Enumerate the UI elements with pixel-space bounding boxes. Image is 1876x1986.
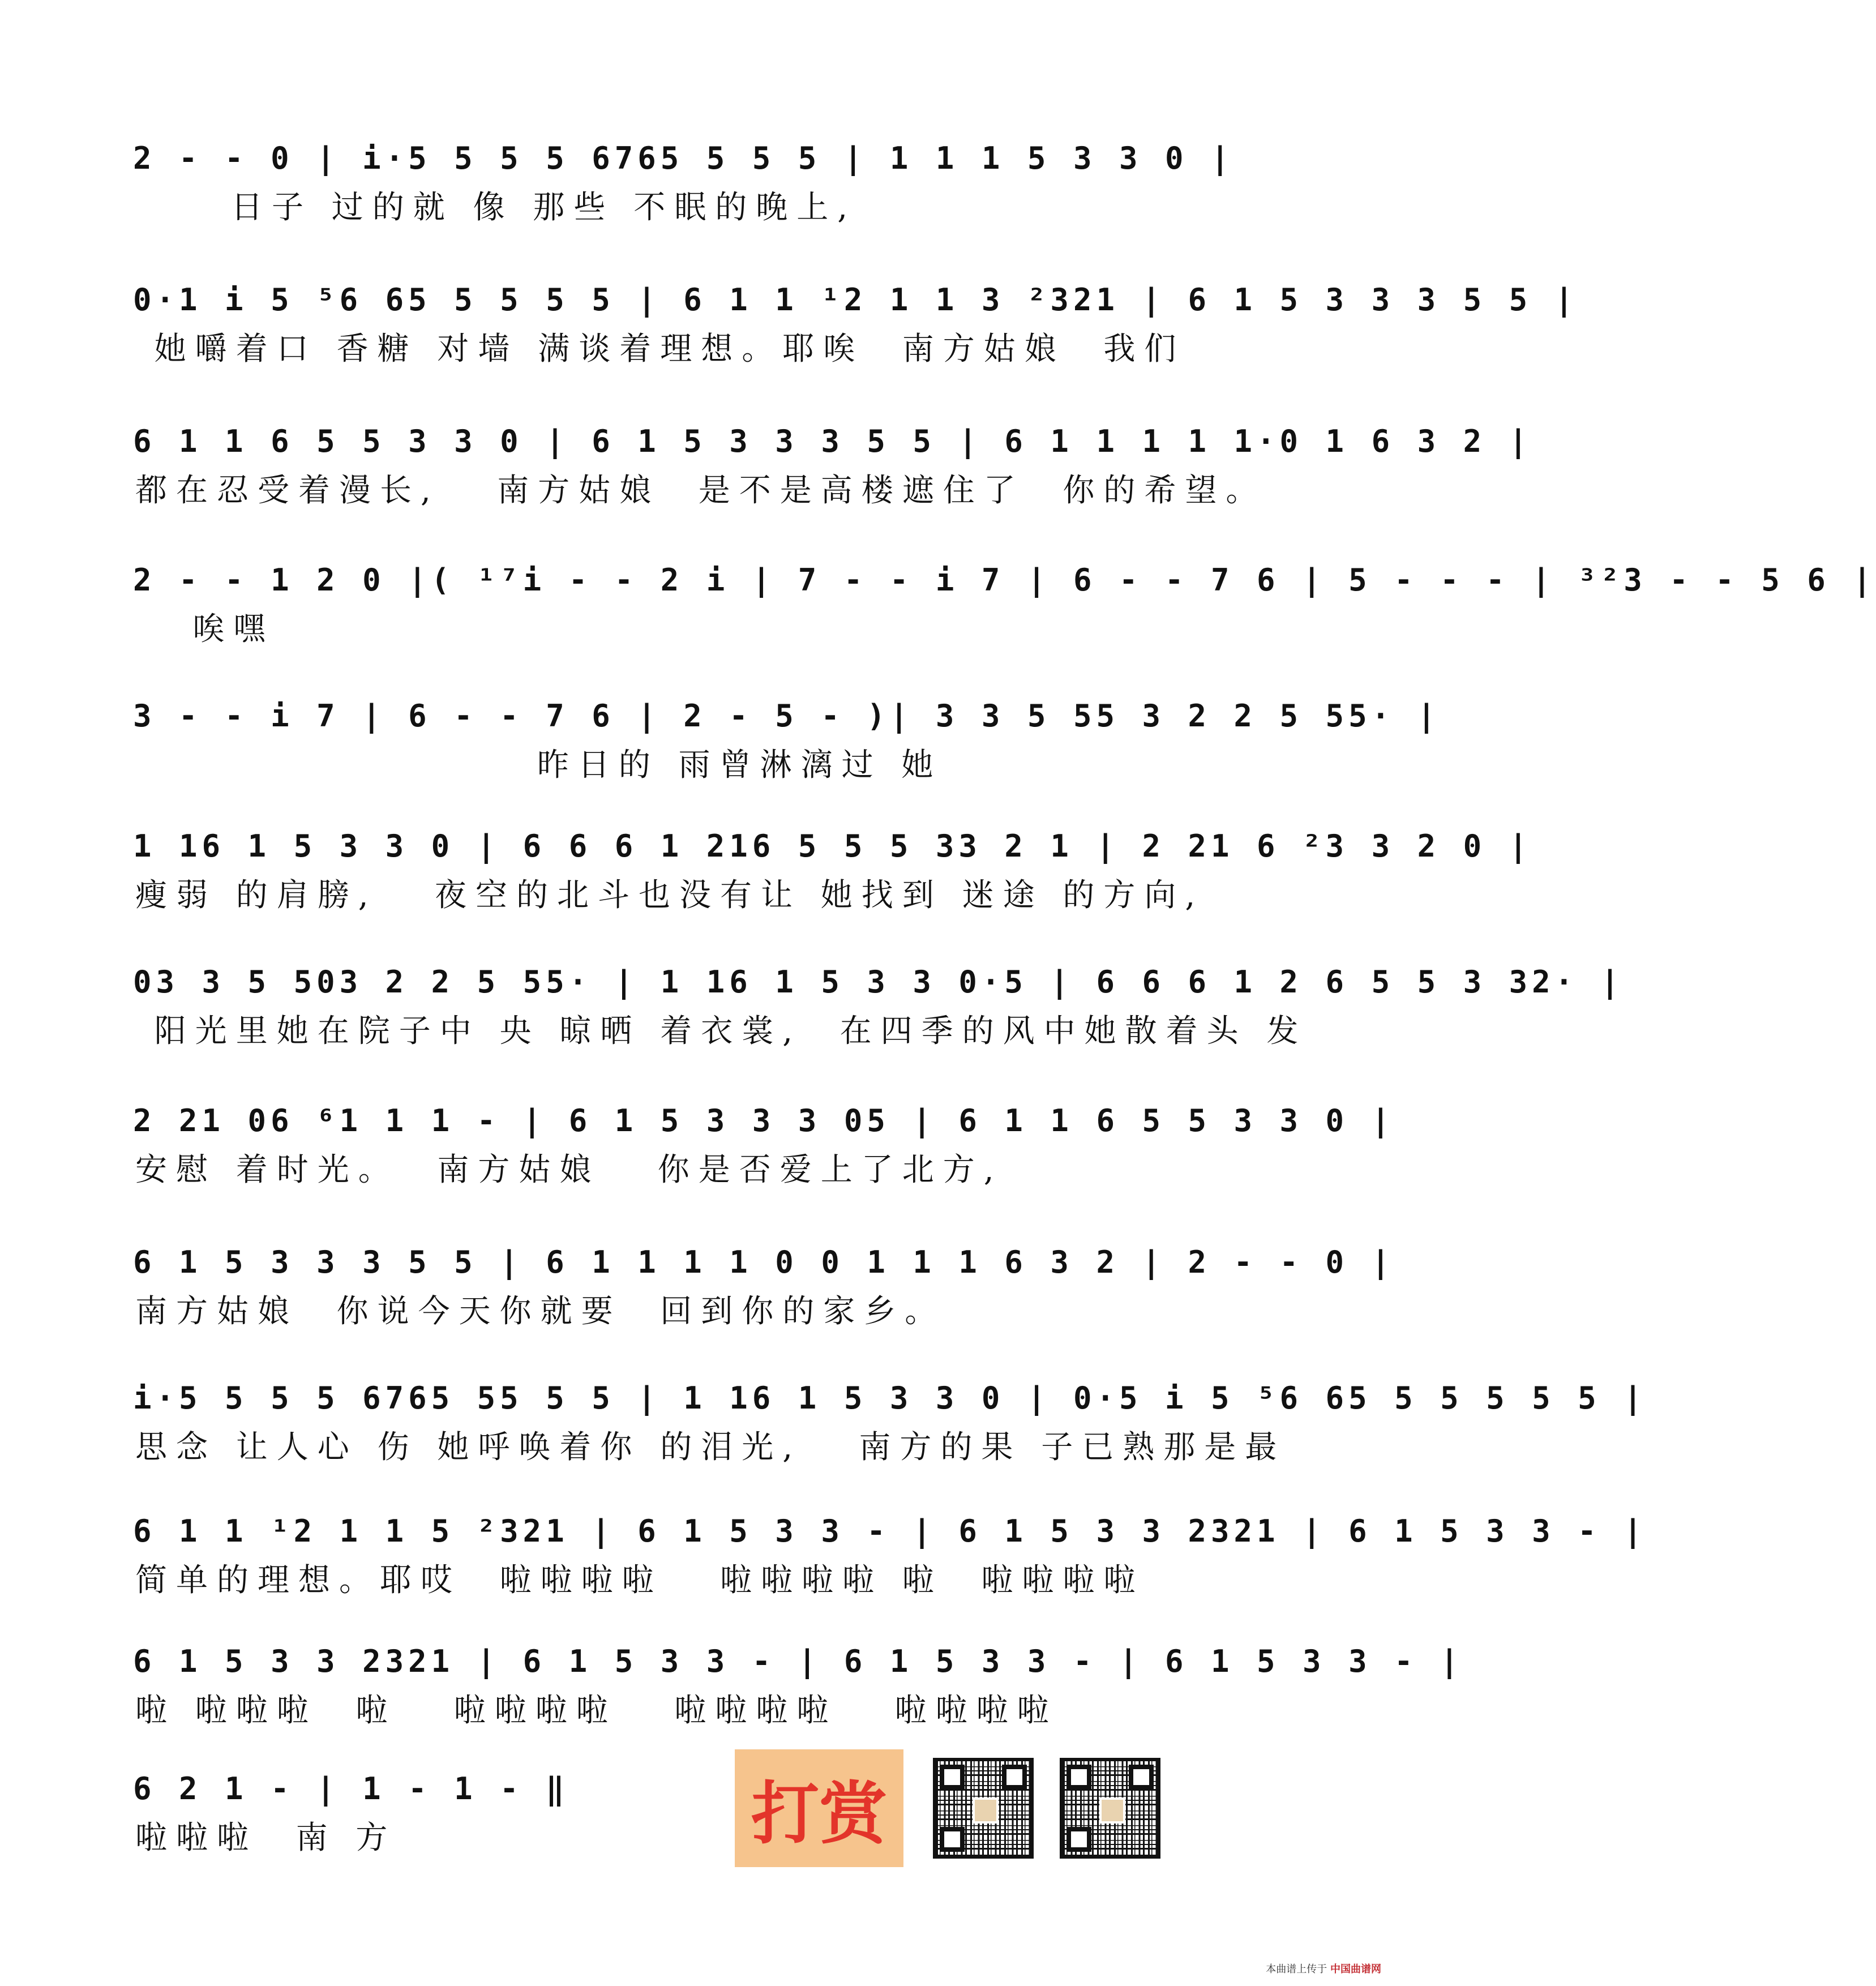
lyrics-line: 日子 过的就 像 那些 不眠的晚上, <box>135 189 857 226</box>
notation-line: 3 - - i 7 | 6 - - 7 6 | 2 - 5 - )| 3 3 5 55 3 2 2 5 55· | <box>133 698 1441 734</box>
notation-line: 6 2 1 - | 1 - 1 - ‖ <box>133 1771 569 1807</box>
notation-line: 6 1 1 6 5 5 3 3 0 | 6 1 5 3 3 3 5 5 | 6 1 1 1 1 1·0 1 6 3 2 | <box>133 423 1532 459</box>
alipay-qr-code <box>1060 1758 1160 1859</box>
footer-prefix: 本曲谱上传于 <box>1266 1963 1327 1975</box>
footer-credit <box>1266 1961 1381 1976</box>
lyrics-line: 啦啦啦 南 方 <box>135 1820 397 1856</box>
wechat-qr-code <box>933 1758 1034 1859</box>
notation-line: 1 16 1 5 3 3 0 | 6 6 6 1 216 5 5 5 33 2 1 | 2 21 6 ²3 3 2 0 | <box>133 828 1532 864</box>
reward-button[interactable] <box>735 1749 903 1867</box>
lyrics-line: 昨日的 雨曾淋漓过 她 <box>135 747 943 784</box>
notation-line: 2 21 06 ⁶1 1 1 - | 6 1 5 3 3 3 05 | 6 1 1 6 5 5 3 3 0 | <box>133 1103 1395 1138</box>
lyrics-line: 思念 让人心 伤 她呼唤着你 的泪光, 南方的果 子已熟那是最 <box>135 1429 1286 1466</box>
lyrics-line: 瘦弱 的肩膀, 夜空的北斗也没有让 她找到 迷途 的方向, <box>135 877 1205 914</box>
lyrics-line: 啦 啦啦啦 啦 啦啦啦啦 啦啦啦啦 啦啦啦啦 <box>135 1692 1058 1729</box>
lyrics-line: 阳光里她在院子中 央 晾晒 着衣裳, 在四季的风中她散着头 发 <box>135 1013 1308 1050</box>
notation-line: 0·1 i 5 ⁵6 65 5 5 5 5 | 6 1 1 ¹2 1 1 3 ²321 | 6 1 5 3 3 3 5 5 | <box>133 282 1578 318</box>
notation-line: 2 - - 1 2 0 |( ¹⁷i - - 2 i | 7 - - i 7 | 6 - - 7 6 | 5 - - - | ³²3 - - 5 6 | <box>133 562 1876 598</box>
notation-line: 03 3 5 503 2 2 5 55· | 1 16 1 5 3 3 0·5 | 6 6 6 1 2 6 5 5 3 32· | <box>133 964 1624 1000</box>
notation-line: 6 1 5 3 3 2321 | 6 1 5 3 3 - | 6 1 5 3 3 - | 6 1 5 3 3 - | <box>133 1643 1463 1679</box>
footer-brand[interactable]: 中国曲谱网 <box>1330 1963 1381 1975</box>
notation-line: i·5 5 5 5 6765 55 5 5 | 1 16 1 5 3 3 0 | 0·5 i 5 ⁵6 65 5 5 5 5 5 | <box>133 1380 1647 1416</box>
lyrics-line: 简单的理想。耶哎 啦啦啦啦 啦啦啦啦 啦 啦啦啦啦 <box>135 1562 1145 1599</box>
lyrics-line: 她嚼着口 香糖 对墙 满谈着理想。耶唉 南方姑娘 我们 <box>135 331 1185 367</box>
notation-line: 2 - - 0 | i·5 5 5 5 6765 5 5 5 | 1 1 1 5 3 3 0 | <box>133 140 1234 176</box>
lyrics-line: 南方姑娘 你说今天你就要 回到你的家乡。 <box>135 1293 946 1330</box>
lyrics-line: 都在忍受着漫长, 南方姑娘 是不是高楼遮住了 你的希望。 <box>135 472 1267 509</box>
notation-line: 6 1 1 ¹2 1 1 5 ²321 | 6 1 5 3 3 - | 6 1 5 3 3 2321 | 6 1 5 3 3 - | <box>133 1513 1647 1549</box>
lyrics-line: 唉嘿 <box>135 611 275 648</box>
notation-line: 6 1 5 3 3 3 5 5 | 6 1 1 1 1 0 0 1 1 1 6 3 2 | 2 - - 0 | <box>133 1244 1395 1280</box>
lyrics-line: 安慰 着时光。 南方姑娘 你是否爱上了北方, <box>135 1152 1003 1188</box>
reward-label: 打赏 <box>751 1775 887 1854</box>
